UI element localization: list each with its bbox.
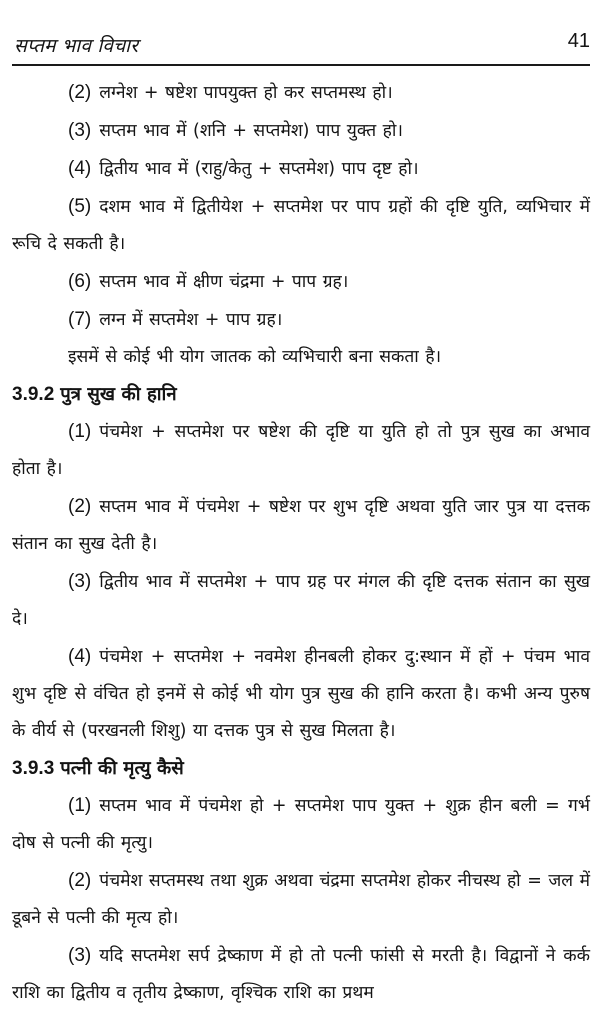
running-title: सप्तम भाव विचार: [14, 35, 139, 57]
list-item: (5) दशम भाव में द्वितीयेश + सप्तमेश पर पाप ग्रहों की दृष्टि युति, व्यभिचार में रूचि दे सकती है।: [12, 196, 590, 254]
summary-paragraph: इसमें से कोई भी योग जातक को व्यभिचारी बना सकता है।: [68, 347, 442, 367]
list-item: (6) सप्तम भाव में क्षीण चंद्रमा + पाप ग्रह।: [68, 271, 349, 292]
list-item: (4) पंचमेश + सप्तमेश + नवमेश हीनबली होकर दु:स्थान में हों + पंचम भाव शुभ दृष्टि से वंचित हो इनमें से कोई भी योग पुत्र सुख की हानि करता है। कभी अन्य पुरुष के वीर्य से (परखनली शिशु) या दत्तक पुत्र से सुख मिलता है।: [12, 646, 590, 741]
list-item: (3) यदि सप्तमेश सर्प द्रेष्काण में हो तो पत्नी फांसी से मरती है। विद्वानों ने कर्क राशि का द्वितीय व तृतीय द्रेष्काण, वृश्चिक राशि का प्रथम: [12, 945, 590, 1003]
section-heading-3-9-3: 3.9.3 पत्नी की मृत्यु कैसे: [12, 758, 184, 779]
page-body: [12, 74, 590, 1012]
list-item: (2) पंचमेश सप्तमस्थ तथा शुक्र अथवा चंद्रमा सप्तमेश होकर नीचस्थ हो = जल में डूबने से पत्नी की मृत्य हो।: [12, 870, 590, 928]
list-item: (7) लग्न में सप्तमेश + पाप ग्रह।: [68, 309, 283, 330]
page-header: [12, 26, 590, 66]
section-heading-3-9-2: 3.9.2 पुत्र सुख की हानि: [12, 384, 177, 405]
list-item: (3) सप्तम भाव में (शनि + सप्तमेश) पाप युक्त हो।: [68, 120, 403, 141]
list-item: (1) सप्तम भाव में पंचमेश हो + सप्तमेश पाप युक्त + शुक्र हीन बली = गर्भ दोष से पत्नी की मृत्यु।: [12, 795, 590, 853]
list-item: (3) द्वितीय भाव में सप्तमेश + पाप ग्रह पर मंगल की दृष्टि दत्तक संतान का सुख दे।: [12, 571, 590, 629]
list-item: (1) पंचमेश + सप्तमेश पर षष्टेश की दृष्टि या युति हो तो पुत्र सुख का अभाव होता है।: [12, 421, 590, 479]
list-item: (4) द्वितीय भाव में (राहु/केतु + सप्तमेश) पाप दृष्ट हो।: [68, 158, 419, 179]
page-number: 41: [567, 30, 590, 52]
list-item: (2) सप्तम भाव में पंचमेश + षष्टेश पर शुभ दृष्टि अथवा युति जार पुत्र या दत्तक संतान का सुख देती है।: [12, 496, 590, 554]
list-item: (2) लग्नेश + षष्टेश पापयुक्त हो कर सप्तमस्थ हो।: [68, 82, 393, 103]
